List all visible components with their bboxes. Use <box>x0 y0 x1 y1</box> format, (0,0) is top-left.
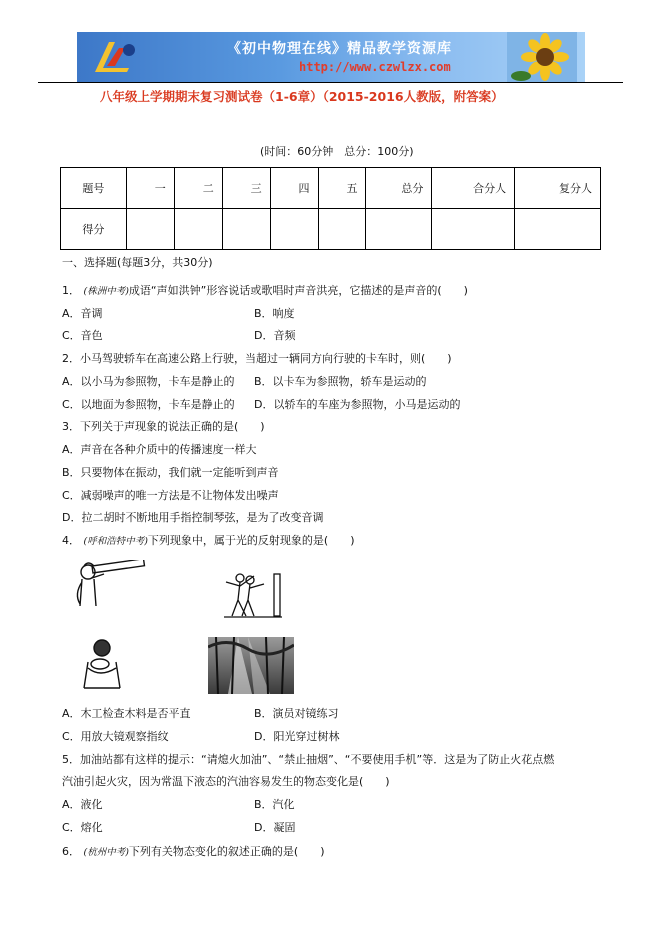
score-cell[interactable] <box>126 209 174 250</box>
header-rule <box>38 82 623 83</box>
question-5-line1: 5．加油站都有这样的提示：“请熄火加油”、“禁止抽烟”、“不要使用手机”等．这是为了防止火花点燃 <box>62 753 555 766</box>
option-c: C．熔化 <box>62 821 103 834</box>
option-b: B．响度 <box>254 307 295 320</box>
score-cell[interactable] <box>270 209 318 250</box>
question-source: (株洲中考) <box>83 286 129 297</box>
table-cell: 五 <box>318 168 366 209</box>
option-c: C．以地面为参照物，卡车是静止的 <box>62 398 235 411</box>
option-b: B．演员对镜练习 <box>254 707 339 720</box>
question-4 <box>62 534 355 549</box>
table-cell: 得分 <box>61 209 127 250</box>
option-d: D．阳光穿过树林 <box>254 730 340 743</box>
score-table <box>60 167 601 250</box>
option-b: B．汽化 <box>254 798 295 811</box>
logo-icon <box>89 38 141 76</box>
option-c: C．减弱噪声的唯一方法是不让物体发出噪声 <box>62 489 279 502</box>
table-cell: 题号 <box>61 168 127 209</box>
time-info: (时间：60分钟 总分：100分) <box>260 145 414 158</box>
banner-title: 《初中物理在线》精品教学资源库 <box>227 41 452 57</box>
dancer-image <box>220 570 286 620</box>
question-number: 1． <box>62 284 80 297</box>
question-6 <box>62 845 325 860</box>
score-cell[interactable] <box>222 209 270 250</box>
carpenter-image <box>70 560 150 616</box>
table-cell: 复分人 <box>515 168 601 209</box>
question-3: 3．下列关于声现象的说法正确的是( ) <box>62 420 265 433</box>
question-text: 下列现象中，属于光的反射现象的是( ) <box>147 534 355 547</box>
header-banner <box>77 32 585 82</box>
question-source: (杭州中考) <box>83 847 129 858</box>
score-header-row <box>61 168 601 209</box>
option-d: D．音频 <box>254 329 296 342</box>
question-2: 2．小马驾驶轿车在高速公路上行驶，当超过一辆同方向行驶的卡车时，则( ) <box>62 352 452 365</box>
option-a: A．木工检查木料是否平直 <box>62 707 191 720</box>
score-cell[interactable] <box>515 209 601 250</box>
option-c: C．音色 <box>62 329 103 342</box>
question-source: (呼和浩特中考) <box>83 536 148 547</box>
option-b: B．只要物体在振动，我们就一定能听到声音 <box>62 466 279 479</box>
score-cell[interactable] <box>318 209 366 250</box>
question-text: 下列有关物态变化的叙述正确的是( ) <box>128 845 325 858</box>
option-c: C．用放大镜观察指纹 <box>62 730 169 743</box>
option-d: D．拉二胡时不断地用手指控制琴弦，是为了改变音调 <box>62 511 324 524</box>
question-number: 6． <box>62 845 80 858</box>
magnifier-image <box>80 638 126 694</box>
section-heading: 一、选择题(每题3分，共30分) <box>62 256 213 269</box>
table-cell: 三 <box>222 168 270 209</box>
score-cell[interactable] <box>174 209 222 250</box>
option-a: A．声音在各种介质中的传播速度一样大 <box>62 443 257 456</box>
question-number: 4． <box>62 534 80 547</box>
table-cell: 总分 <box>366 168 432 209</box>
option-b: B．以卡车为参照物，轿车是运动的 <box>254 375 427 388</box>
question-5-line2: 汽油引起火灾，因为常温下液态的汽油容易发生的物态变化是( ) <box>62 775 390 788</box>
option-a: A．液化 <box>62 798 103 811</box>
table-cell: 二 <box>174 168 222 209</box>
option-a: A．以小马为参照物，卡车是静止的 <box>62 375 235 388</box>
sunflower-icon <box>507 32 577 82</box>
option-d: D．以轿车的车座为参照物，小马是运动的 <box>254 398 461 411</box>
doc-title: 八年级上学期期末复习测试卷（1-6章）（2015-2016人教版，附答案） <box>100 89 504 104</box>
score-cell[interactable] <box>366 209 432 250</box>
forest-image <box>208 637 294 694</box>
table-cell: 四 <box>270 168 318 209</box>
table-cell: 合分人 <box>432 168 515 209</box>
score-cell[interactable] <box>432 209 515 250</box>
score-row <box>61 209 601 250</box>
option-a: A．音调 <box>62 307 103 320</box>
option-d: D．凝固 <box>254 821 296 834</box>
question-1 <box>62 284 468 299</box>
table-cell: 一 <box>126 168 174 209</box>
question-text: 成语“声如洪钟”形容说话或歌唱时声音洪亮，它描述的是声音的( ) <box>128 284 468 297</box>
banner-url[interactable]: http://www.czwlzx.com <box>299 60 451 74</box>
